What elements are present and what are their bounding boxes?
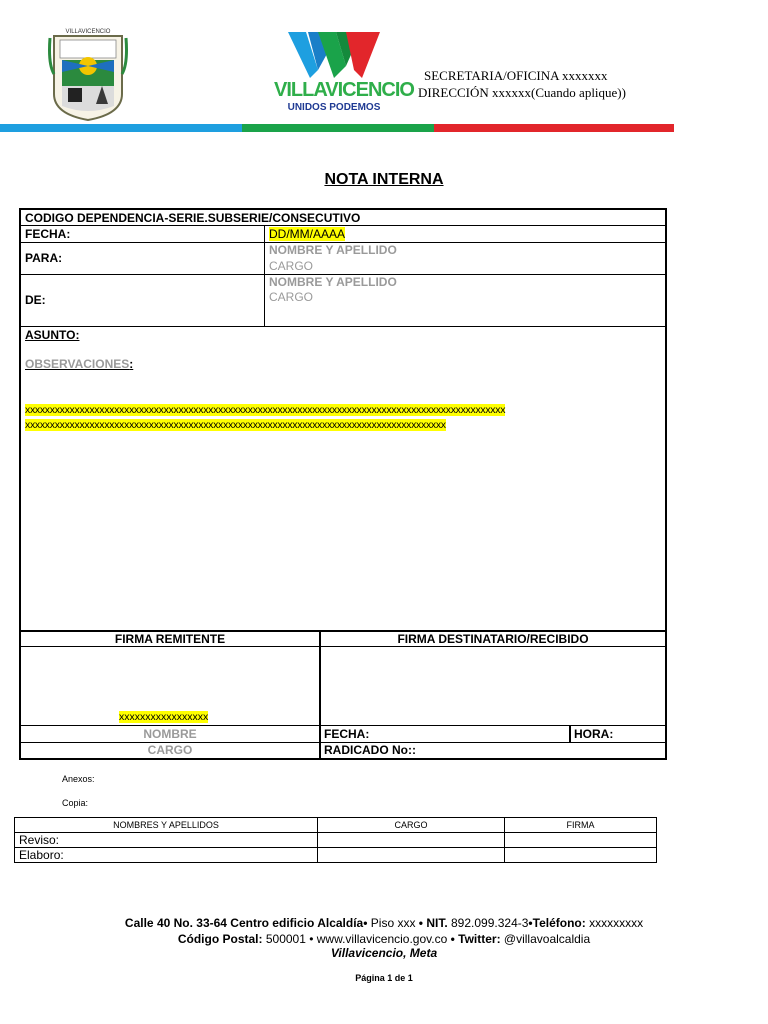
code-row — [21, 210, 665, 226]
para-row — [21, 243, 665, 275]
footer-city: Villavicencio, Meta — [330, 946, 438, 960]
review-header-cargo: CARGO — [318, 818, 505, 833]
de-cargo: CARGO — [269, 290, 314, 304]
signature-divider-3 — [319, 726, 321, 742]
body-section — [21, 327, 665, 630]
fecha-recibido-label: FECHA: — [324, 727, 370, 741]
body-text — [25, 403, 505, 433]
de-divider — [264, 275, 265, 326]
review-table — [14, 817, 657, 863]
fecha-value: DD/MM/AAAA — [269, 227, 346, 241]
footer-nit-label: NIT. — [423, 916, 448, 930]
elaboro-cargo — [318, 848, 505, 863]
footer-sep-1: • — [363, 916, 368, 930]
office-line-1: SECRETARIA/OFICINA xxxxxxx — [424, 68, 608, 83]
footer-tel-label: Teléfono: — [532, 916, 586, 930]
coat-of-arms-icon — [48, 24, 128, 122]
villavicencio-logo-icon — [288, 30, 380, 80]
footer-nit-value: 892.099.324-3 — [447, 916, 529, 930]
office-block — [418, 67, 626, 101]
para-label: PARA: — [25, 251, 63, 265]
anexos-label: Anexos: — [62, 774, 95, 784]
signature-divider-5 — [319, 743, 321, 758]
logo-name: VILLAVICENCIO — [274, 79, 414, 101]
de-name: NOMBRE Y APELLIDO — [269, 275, 397, 289]
cargo-label: CARGO — [147, 743, 193, 757]
signature-space-row — [21, 647, 665, 726]
signature-divider-4 — [569, 726, 571, 742]
code-label: CODIGO DEPENDENCIA-SERIE.SUBSERIE/CONSECUTIVO — [25, 211, 361, 225]
coat-of-arms-text: VILLAVICENCIO — [65, 29, 111, 35]
memo-form — [19, 208, 667, 632]
footer-postal — [0, 932, 768, 946]
nombre-fecha-row — [21, 726, 665, 743]
footer-postal-value: 500001 • www.villavicencio.gov.co — [262, 932, 451, 946]
observaciones-label: OBSERVACIONES — [25, 357, 130, 371]
logo-tagline: UNIDOS PODEMOS — [287, 102, 381, 113]
document-title: NOTA INTERNA — [324, 171, 444, 188]
footer-address — [0, 916, 768, 930]
cargo-radicado-row — [21, 743, 665, 758]
body-line-1: xxxxxxxxxxxxxxxxxxxxxxxxxxxxxxxxxxxxxxxxxxxxxxxxxxxxxxxxxxxxxxxxxxxxxxxxxxxxxxxxxxxxxxxxxxxxxxxxx — [25, 404, 506, 416]
firma-destinatario-label: FIRMA DESTINATARIO/RECIBIDO — [397, 632, 589, 646]
footer-postal-label: Código Postal: — [177, 932, 263, 946]
para-divider — [264, 243, 265, 274]
office-line-2: DIRECCIÓN xxxxxx(Cuando aplique)) — [418, 85, 626, 100]
page-header — [0, 0, 768, 135]
signature-header-row — [21, 631, 665, 647]
header-stripe-red — [434, 124, 674, 132]
radicado-label: RADICADO No:: — [324, 743, 416, 757]
firma-remitente-label: FIRMA REMITENTE — [114, 632, 226, 646]
de-row — [21, 275, 665, 327]
elaboro-firma — [505, 848, 657, 863]
page-number: Página 1 de 1 — [355, 973, 413, 983]
hora-label: HORA: — [574, 727, 614, 741]
footer-twitter-label: • Twitter: — [450, 932, 501, 946]
footer-twitter-value: @villavoalcaldia — [500, 932, 591, 946]
remitente-placeholder: xxxxxxxxxxxxxxxxx — [119, 711, 209, 723]
header-stripe-green — [242, 124, 434, 132]
body-line-2: xxxxxxxxxxxxxxxxxxxxxxxxxxxxxxxxxxxxxxxxxxxxxxxxxxxxxxxxxxxxxxxxxxxxxxxxxxxxxxxxxxxxx — [25, 419, 446, 431]
observaciones-heading — [25, 357, 133, 371]
signature-divider-2 — [319, 647, 321, 725]
review-header-firma: FIRMA — [505, 818, 657, 833]
fecha-row — [21, 226, 665, 243]
de-label: DE: — [25, 293, 46, 307]
para-cargo: CARGO — [269, 259, 314, 273]
footer-piso: Piso xxx — [367, 916, 419, 930]
observaciones-colon: : — [129, 357, 134, 371]
fecha-divider — [264, 226, 265, 242]
review-header-row — [15, 818, 657, 833]
elaboro-label: Elaboro: — [15, 848, 318, 863]
fecha-label: FECHA: — [25, 227, 71, 241]
review-header-names: NOMBRES Y APELLIDOS — [15, 818, 318, 833]
reviso-cargo — [318, 833, 505, 848]
para-name: NOMBRE Y APELLIDO — [269, 243, 397, 257]
reviso-label: Reviso: — [15, 833, 318, 848]
signature-table — [19, 630, 667, 760]
asunto-label: ASUNTO: — [25, 328, 80, 342]
footer-tel-value: xxxxxxxxx — [585, 916, 644, 930]
footer-sep-2: • — [418, 916, 423, 930]
footer-sep-3: • — [528, 916, 533, 930]
nombre-label: NOMBRE — [143, 727, 197, 741]
reviso-firma — [505, 833, 657, 848]
review-row-reviso — [15, 833, 657, 848]
copia-label: Copia: — [62, 798, 89, 808]
header-stripe-blue — [0, 124, 242, 132]
footer-address-street: Calle 40 No. 33-64 Centro edificio Alcaldía — [124, 916, 364, 930]
review-row-elaboro — [15, 848, 657, 863]
